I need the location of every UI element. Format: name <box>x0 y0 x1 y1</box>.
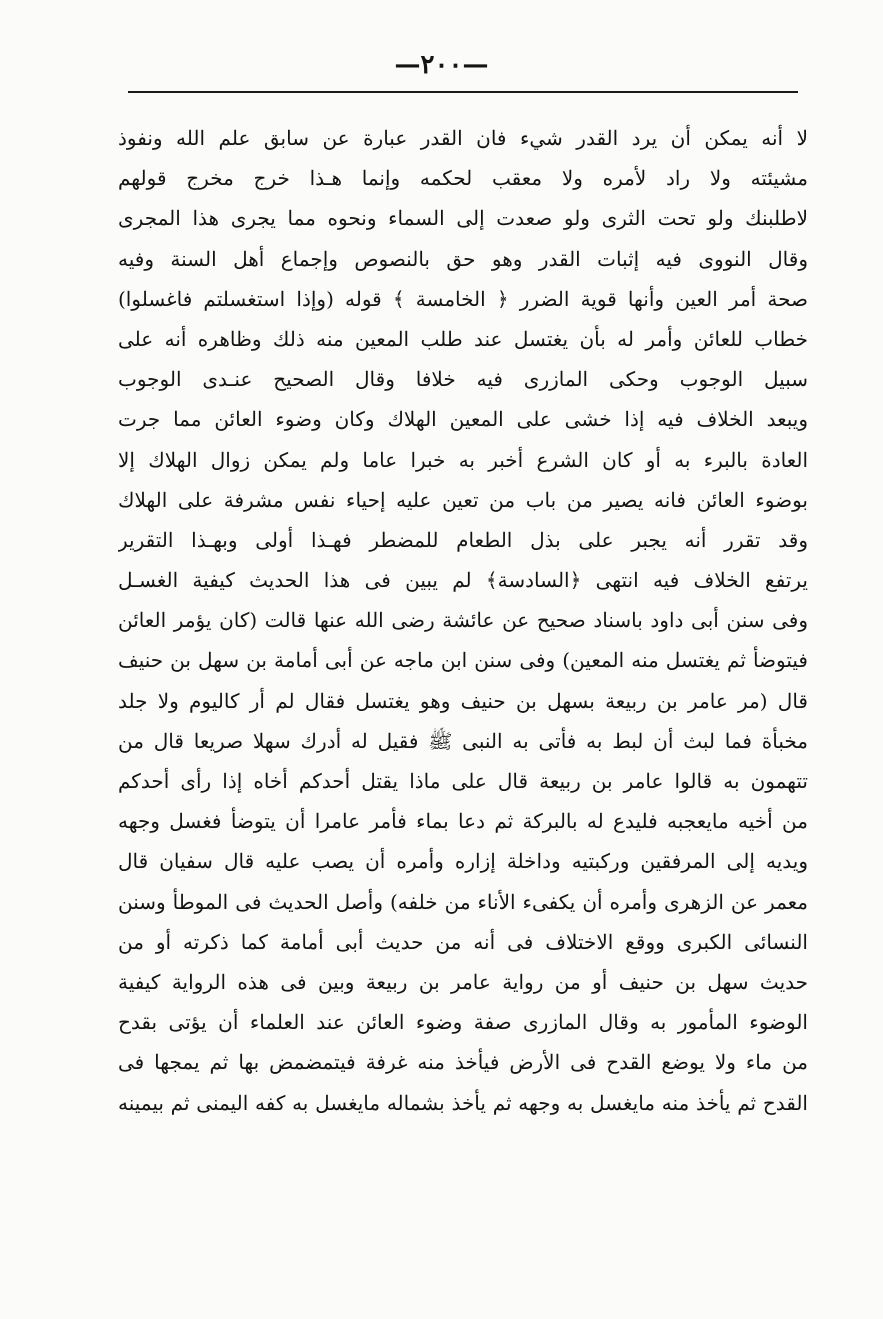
text-line: فيتوضأ ثم يغتسل منه المعين) وفى سنن ابن ماجه عن أبى أمامة بن سهل بن حنيف <box>118 648 808 673</box>
text-line: وفى سنن أبى داود باسناد صحيح عن عائشة رضى الله عنها قالت (كان يؤمر العائن <box>118 608 808 633</box>
text-line: يرتفع الخلاف فيه انتهى ﴿السادسة﴾ لم يبين فى هذا الحديث كيفية الغسـل <box>118 568 808 593</box>
text-line: معمر عن الزهرى وأمره أن يكفىء الأناء من خلفه) وأصل الحديث فى الموطأ وسنن <box>118 889 808 914</box>
text-line: ويديه إلى المرفقين وركبتيه وداخلة إزاره وأمره أن يصب عليه قال سفيان قال <box>118 849 808 874</box>
header-rule <box>128 91 798 93</box>
text-body <box>118 118 808 1123</box>
text-line: حديث سهل بن حنيف أو من رواية عامر بن ربيعة وبين فى هذه الرواية كيفية <box>118 969 808 994</box>
text-line: خطاب للعائن وأمر له بأن يغتسل عند طلب المعين منه ذلك وظاهره أنه على <box>118 326 808 351</box>
text-line: قال (مر عامر بن ربيعة بسهل بن حنيف وهو يغتسل فقال لم أر كاليوم ولا جلد <box>118 688 808 713</box>
text-line: العادة بالبرء به أو كان الشرع أخبر به خبرا عاما ولم يمكن زوال الهلاك إلا <box>118 447 808 472</box>
text-line: مشيئته ولا راد لأمره ولا معقب لحكمه وإنما هـذا خرج مخرج قولهم <box>118 166 808 191</box>
text-line: تتهمون به قالوا عامر بن ربيعة قال على ماذا يقتل أحدكم أخاه إذا رأى أحدكم <box>118 769 808 793</box>
text-line: من أخيه مايعجبه فليدع له بالبركة ثم دعا بماء فأمر عامرا أن يتوضأ فغسل وجهه <box>118 809 808 834</box>
text-line: القدح ثم يأخذ منه مايغسل به وجهه ثم يأخذ بشماله مايغسل به كفه اليمنى ثم بيمينه <box>118 1090 808 1115</box>
text-line: النسائى الكبرى ووقع الاختلاف فى أنه من حديث أبى أمامة كما ذكرته أو من <box>118 929 808 954</box>
text-line: ويبعد الخلاف فيه إذا خشى على المعين الهلاك وكان وضوء العائن مما جرت <box>118 407 808 432</box>
text-line: من ماء ولا يوضع القدح فى الأرض فيأخذ منه غرفة فيتمضمض بها ثم يمجها فى <box>118 1050 808 1075</box>
text-line: الوضوء المأمور به وقال المازرى صفة وضوء العائن عند العلماء أن يؤتى بقدح <box>118 1010 808 1035</box>
text-line: وقد تقرر أنه يجبر على بذل الطعام للمضطر فهـذا أولى وبهـذا التقرير <box>118 527 808 552</box>
text-line: لاطلبنك ولو تحت الثرى ولو صعدت إلى السماء ونحوه مما يجرى هذا المجرى <box>118 206 808 231</box>
text-line: بوضوء العائن فانه يصير من باب من تعين عليه إحياء نفس مشرفة على الهلاك <box>118 487 808 512</box>
text-line: صحة أمر العين وأنها قوية الضرر ﴿ الخامسة ﴾ قوله (وإذا استغسلتم فاغسلوا) <box>118 286 808 311</box>
text-line: لا أنه يمكن أن يرد القدر شيء فان القدر عبارة عن سابق علم الله ونفوذ <box>118 126 808 150</box>
text-line: وقال النووى فيه إثبات القدر وهو حق بالنصوص وإجماع أهل السنة وفيه <box>118 246 808 271</box>
text-line: سبيل الوجوب وحكى المازرى فيه خلافا وقال الصحيح عنـدى الوجوب <box>118 367 808 392</box>
page-number: —٢٠٠— <box>394 50 489 80</box>
text-line: مخبأة فما لبث أن لبط به فأتى به النبى ﷺ فقيل له أدرك سهلا صريعا قال من <box>118 728 808 753</box>
